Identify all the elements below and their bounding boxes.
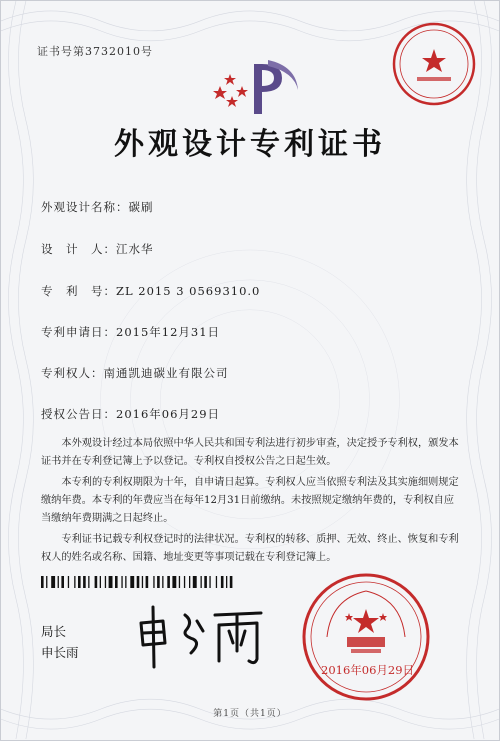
seal-date: 2016年06月29日 [321, 663, 415, 677]
organization-seal-icon [389, 19, 479, 109]
page-footer: 第1页（共1页） [213, 709, 287, 719]
filing-date-field: 专利申请日：2015年12月31日 [41, 325, 221, 339]
handwritten-signature [133, 601, 273, 673]
barcode [41, 576, 285, 588]
signatory-name: 申长雨 [41, 645, 79, 660]
body-paragraph: 专利证书记载专利权登记时的法律状况。专利权的转移、质押、无效、终止、恢复和专利权人的姓名或名称、国籍、地址变更等事项记载在专利登记簿上。 [41, 534, 459, 563]
patent-number-field: 专 利 号：ZL 2015 3 0569310.0 [41, 284, 261, 298]
design-name-field: 外观设计名称：碳刷 [41, 200, 154, 214]
official-grant-seal-icon [291, 569, 441, 703]
signatory-role: 局长 [41, 624, 67, 639]
designer-field: 设 计 人：江水华 [41, 242, 154, 256]
patentee-field: 专利权人：南通凯迪碳业有限公司 [41, 366, 229, 380]
body-paragraph: 本外观设计经过本局依照中华人民共和国专利法进行初步审查，决定授予专利权，颁发本证书并在专利登记簿上予以登记。专利权自授权公告之日起生效。 [41, 438, 459, 467]
certificate-body [41, 435, 463, 570]
sipo-logo-icon [206, 56, 306, 118]
certificate-number: 证书号第3732010号 [37, 45, 153, 58]
body-paragraph: 本专利的专利权期限为十年，自申请日起算。专利权人应当依照专利法及其实施细则规定缴纳年费。本专利的年费应当在每年12月31日前缴纳。未按照规定缴纳年费的，专利权自应当缴纳年费期满之日起终止。 [41, 477, 459, 524]
grant-date-field: 授权公告日：2016年06月29日 [41, 407, 221, 421]
certificate-title: 外观设计专利证书 [114, 127, 386, 162]
